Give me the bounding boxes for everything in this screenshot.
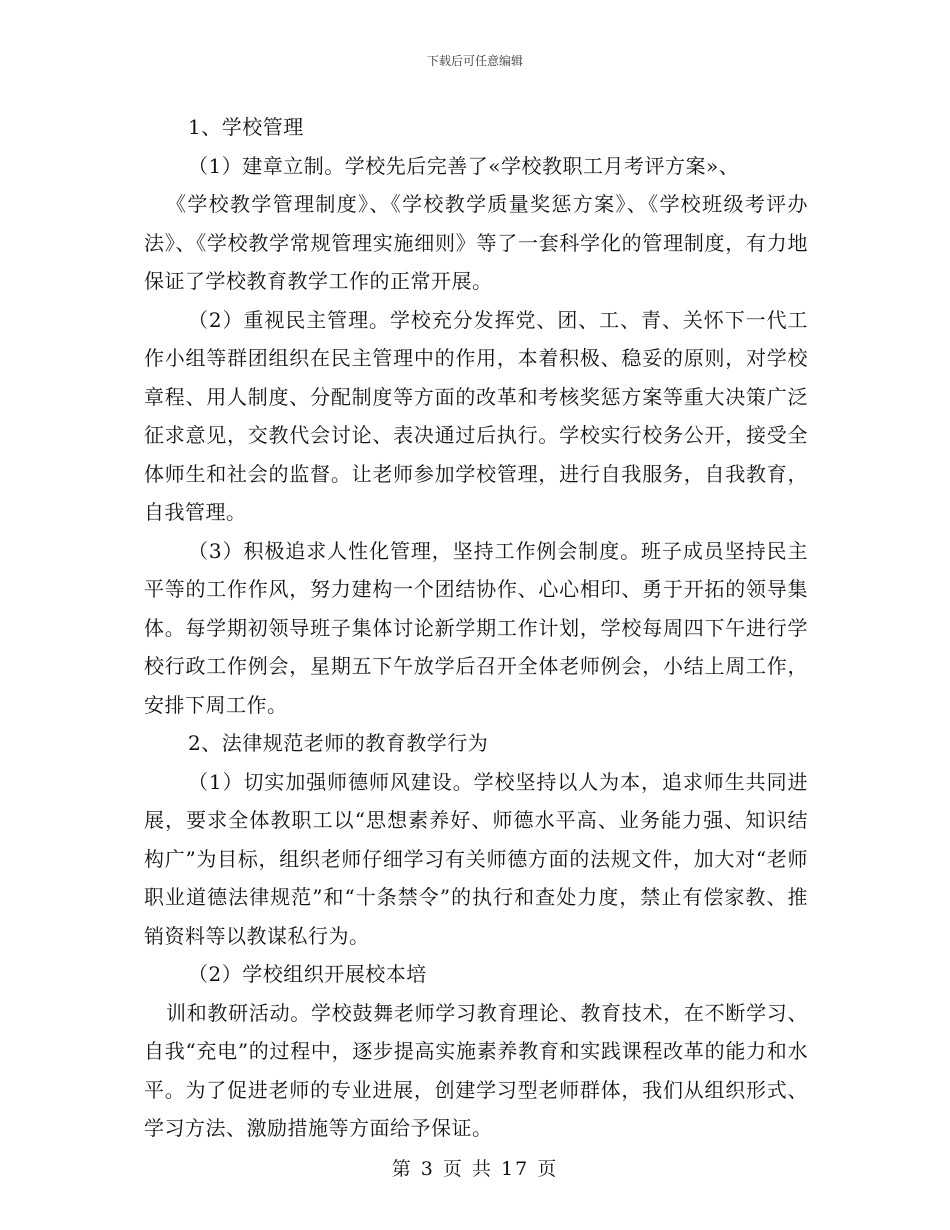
paragraph-1-2: （2）重视民主管理。学校充分发挥党、团、工、青、关怀下一代工作小组等群团组织在民主管理中的作用，本着积极、稳妥的原则，对学校章程、用人制度、分配制度等方面的改革和考核奖惩方案等重大决策广泛征求意见，交教代会讨论、表决通过后执行。学校实行校务公开，接受全体师生和社会的监督。让老师参加学校管理，进行自我服务，自我教育，自我管理。	[144, 307, 808, 524]
paragraph-2-2-title: （2）学校组织开展校本培	[188, 962, 427, 986]
paragraph-2-2-body: 训和教研活动。学校鼓舞老师学习教育理论、教育技术，在不断学习、自我“充电”的过程中，逐步提高实施素养教育和实践课程改革的能力和水平。为了促进老师的专业进展，创建学习型老师群体，我们从组织形式、学习方法、激励措施等方面给予保证。	[144, 1000, 808, 1140]
body-text	[144, 108, 808, 1148]
page-footer: 第 3 页 共 17 页	[391, 1158, 559, 1180]
paragraph-2-1: （1）切实加强师德师风建设。学校坚持以人为本，追求师生共同进展，要求全体教职工以“思想素养好、师德水平高、业务能力强、知识结构广”为目标，组织老师仔细学习有关师德方面的法规文件，加大对“老师职业道德法律规范”和“十条禁令”的执行和查处力度，禁止有偿家教、推销资料等以教谋私行为。	[144, 769, 808, 948]
section-heading-2: 2、法律规范老师的教育教学行为	[188, 731, 489, 755]
page-header: 下载后可任意编辑	[426, 54, 523, 68]
paragraph-1-1-body: 《学校教学管理制度》、《学校教学质量奖惩方案》、《学校班级考评办法》、《学校教学常规管理实施细则》等了一套科学化的管理制度，有力地保证了学校教育教学工作的正常开展。	[144, 192, 808, 293]
paragraph-1-1-title: （1）建章立制。学校先后完善了«学校教职工月考评方案»、	[188, 153, 740, 178]
paragraph-1-3: （3）积极追求人性化管理，坚持工作例会制度。班子成员坚持民主平等的工作作风，努力建构一个团结协作、心心相印、勇于开拓的领导集体。每学期初领导班子集体讨论新学期工作计划，学校每周四下午进行学校行政工作例会，星期五下午放学后召开全体老师例会，小结上周工作，安排下周工作。	[144, 538, 808, 717]
section-heading-1: 1、学校管理	[188, 115, 304, 139]
